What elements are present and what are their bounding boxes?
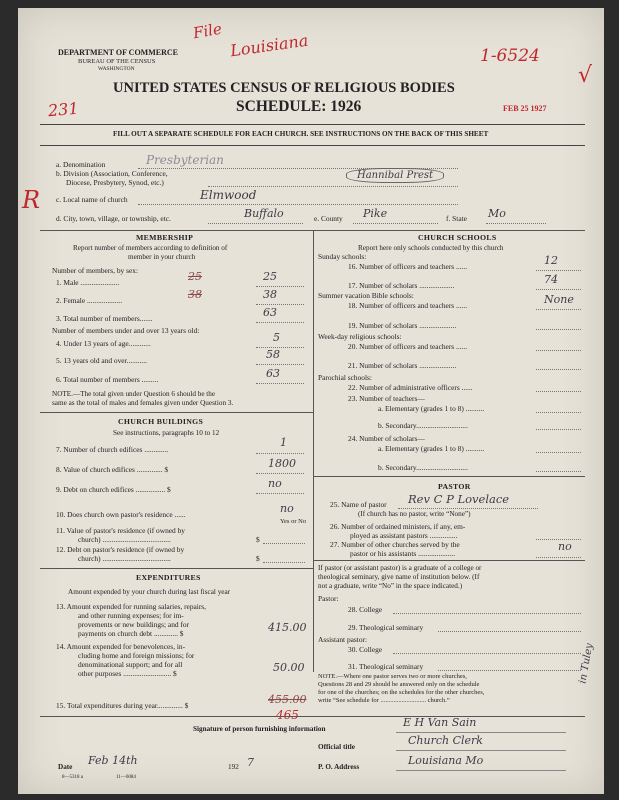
- scholars-elementary-label: a. Elementary (grades 1 to 8) ..........: [378, 444, 485, 453]
- total-expense-struck: 455.00: [268, 693, 307, 706]
- year-suffix: 7: [247, 756, 254, 769]
- college-label: 28. College: [348, 605, 383, 614]
- city-value: Buffalo: [244, 207, 284, 220]
- pastor-name-label: 25. Name of pastor: [330, 500, 387, 509]
- denomination-label: a. Denomination: [56, 160, 106, 169]
- male-label: 1. Male .....................: [56, 278, 120, 287]
- weekday-schools-label: Week-day religious schools:: [318, 332, 402, 341]
- weekday-officers-label: 20. Number of officers and teachers ......: [348, 342, 468, 351]
- residence-debt-label: 12. Debt on pastor's residence (if owned by: [56, 545, 185, 554]
- date-value: Feb 14th: [88, 754, 138, 767]
- expenditures-title: EXPENDITURES: [136, 573, 201, 582]
- teachers-secondary-label: b. Secondary............................: [378, 421, 468, 430]
- female-value: 38: [263, 288, 277, 301]
- official-title-value: Church Clerk: [408, 734, 483, 747]
- pastor-title: PASTOR: [438, 482, 471, 491]
- signature-label: Signature of person furnishing information: [193, 725, 326, 733]
- residence-dollar: $: [256, 535, 260, 544]
- edifices-label: 7. Number of church edifices .............: [56, 445, 169, 454]
- r-annotation: R: [22, 186, 41, 214]
- total-members-label: 6. Total number of members .........: [56, 375, 159, 384]
- membership-title: MEMBERSHIP: [136, 233, 194, 242]
- teachers-label: 23. Number of teachers—: [348, 394, 425, 403]
- city-label: d. City, town, village, or township, etc.: [56, 214, 171, 223]
- state-value: Mo: [488, 207, 506, 220]
- vacation-officers-value: None: [544, 293, 574, 306]
- other-churches-label: 27. Number of other churches served by the: [330, 540, 460, 549]
- state-annotation: Louisiana: [229, 30, 310, 61]
- debt-dollar: $: [256, 554, 260, 563]
- vacation-officers-label: 18. Number of officers and teachers ......: [348, 301, 468, 310]
- schedule-title: SCHEDULE: 1926: [236, 98, 362, 115]
- scholars-secondary-label: b. Secondary............................: [378, 463, 468, 472]
- vacation-scholars-label: 19. Number of scholars ....................: [348, 321, 457, 330]
- pastor-note-2: Questions 28 and 29 should be answered only on the schedule: [318, 681, 480, 688]
- expense-13-line-2: and other running expenses; for im-: [78, 611, 184, 620]
- pastor-name-value: Rev C P Lovelace: [408, 492, 510, 506]
- over-13-label: 5. 13 years old and over...........: [56, 356, 147, 365]
- scholars-label: 24. Number of scholars—: [348, 434, 425, 443]
- ordained-label-2: ployed as assistant pastors ...............: [350, 531, 458, 540]
- yes-no-hint: Yes or No: [280, 518, 307, 525]
- form-title: UNITED STATES CENSUS OF RELIGIOUS BODIES: [113, 80, 455, 96]
- expense-13-line-3: provements or new buildings; and for: [78, 620, 190, 629]
- owns-residence-value: no: [280, 502, 294, 515]
- expense-14-value: 50.00: [273, 661, 305, 674]
- graduate-note-1: If pastor (or assistant pastor) is a graduate of a college or: [318, 564, 482, 572]
- membership-note-2: same as the total of males and females given under Question 3.: [52, 399, 234, 407]
- over-13-value: 58: [266, 348, 280, 361]
- residence-debt-label-2: church) .....................................: [78, 554, 171, 563]
- total-members-value: 63: [266, 367, 280, 380]
- church-name-value: Elmwood: [200, 188, 257, 202]
- file-annotation: File: [191, 19, 224, 43]
- department-name: DEPARTMENT OF COMMERCE: [58, 48, 179, 57]
- buildings-instruction: See instructions, paragraphs 10 to 12: [113, 429, 220, 437]
- under-13-label: 4. Under 13 years of age............: [56, 339, 151, 348]
- weekday-scholars-label: 21. Number of scholars ....................: [348, 361, 457, 370]
- year-prefix: 192: [228, 763, 239, 771]
- pastor-note-3: for one of the churches; on the schedules for the other churches,: [318, 689, 485, 696]
- census-form: [18, 8, 604, 794]
- number-annotation: 231: [47, 98, 80, 121]
- expense-13-line-4: payments on church debt ............. $: [78, 629, 184, 638]
- female-struck: 38: [188, 288, 202, 301]
- edifice-debt-label: 9. Debt on church edifices ................ $: [56, 485, 171, 494]
- expense-14-line-2: cluding home and foreign missions; for: [78, 651, 195, 660]
- location: WASHINGTON: [98, 66, 135, 72]
- pastor-note-1: NOTE.—Where one pastor serves two or more churches,: [318, 673, 467, 680]
- pastor-name-hint: (If church has no pastor, write “None”): [358, 510, 471, 518]
- expense-13-line-1: 13. Amount expended for running salaries, repairs,: [56, 602, 207, 611]
- ordained-label: 26. Number of ordained ministers, if any, em-: [330, 522, 466, 531]
- members-age-label: Number of members under and over 13 years old:: [52, 326, 200, 335]
- pastor-note-4: write “See schedule for ............................ church.”: [318, 697, 450, 704]
- residence-value-label-2: church) .....................................: [78, 535, 171, 544]
- schools-intro: Report here only schools conducted by this church: [358, 244, 504, 252]
- form-code: 8—5318 a: [62, 775, 83, 780]
- members-by-sex-label: Number of members, by sex:: [52, 266, 138, 275]
- pastor-sub-label: Pastor:: [318, 594, 339, 603]
- owns-residence-label: 10. Does church own pastor's residence ......: [56, 510, 186, 519]
- denomination-value: Presbyterian: [146, 153, 224, 167]
- print-code: 11—6084: [116, 775, 136, 780]
- schools-title: CHURCH SCHOOLS: [418, 233, 497, 242]
- total-expense-correction: 465: [276, 708, 299, 722]
- state-label: f. State: [446, 214, 467, 223]
- sunday-scholars-label: 17. Number of scholars ...................: [348, 281, 455, 290]
- edifice-debt-value: no: [268, 477, 282, 490]
- expense-14-line-4: other purposes .......................... $: [78, 669, 177, 678]
- division-value: Hannibal Prest: [346, 168, 444, 183]
- buildings-title: CHURCH BUILDINGS: [118, 417, 204, 426]
- graduate-note-2: theological seminary, give name of institution below. (If: [318, 573, 480, 581]
- assistant-college-label: 30. College: [348, 645, 383, 654]
- under-13-value: 5: [273, 331, 280, 344]
- sunday-officers-label: 16. Number of officers and teachers ......: [348, 262, 468, 271]
- expenditures-intro: Amount expended by your church during last fiscal year: [68, 588, 231, 596]
- sunday-schools-label: Sunday schools:: [318, 252, 367, 261]
- assistant-seminary-label: 31. Theological seminary: [348, 662, 424, 671]
- check-mark: √: [578, 63, 593, 88]
- membership-intro-2: member in your church: [128, 253, 196, 261]
- expense-14-line-3: denominational support; and for all: [78, 660, 183, 669]
- parochial-officers-label: 22. Number of administrative officers ......: [348, 383, 473, 392]
- sunday-officers-value: 12: [544, 254, 558, 267]
- date-label: Date: [58, 763, 73, 771]
- teachers-elementary-label: a. Elementary (grades 1 to 8) ..........: [378, 404, 485, 413]
- division-label-2: Diocese, Presbytery, Synod, etc.): [66, 178, 164, 187]
- total-expense-label: 15. Total expenditures during year.............. $: [56, 701, 189, 710]
- bureau-name: BUREAU OF THE CENSUS: [78, 58, 156, 65]
- expense-14-line-1: 14. Amount expended for benevolences, in-: [56, 642, 186, 651]
- expense-13-value: 415.00: [268, 621, 307, 634]
- received-stamp: FEB 25 1927: [503, 104, 547, 113]
- other-churches-value: no: [558, 540, 572, 553]
- address-value: Louisiana Mo: [408, 754, 484, 767]
- graduate-note-3: not a graduate, write “No” in the space indicated.): [318, 582, 463, 590]
- other-churches-label-2: pastor or his assistants ....................: [350, 549, 456, 558]
- vacation-schools-label: Summer vacation Bible schools:: [318, 291, 414, 300]
- edifice-value-value: 1800: [268, 457, 296, 470]
- male-value: 25: [263, 270, 277, 283]
- seminary-label: 29. Theological seminary: [348, 623, 424, 632]
- county-label: e. County: [314, 214, 343, 223]
- signature-value: E H Van Sain: [403, 716, 477, 729]
- parochial-schools-label: Parochial schools:: [318, 373, 372, 382]
- official-title-label: Official title: [318, 743, 355, 751]
- residence-value-label: 11. Value of pastor's residence (if owned by: [56, 526, 185, 535]
- division-label: b. Division (Association, Conference,: [56, 169, 168, 178]
- county-value: Pike: [363, 207, 388, 220]
- total-value: 63: [263, 306, 277, 319]
- female-label: 2. Female ...................: [56, 296, 123, 305]
- membership-note-1: NOTE.—The total given under Question 6 should be the: [52, 390, 216, 398]
- address-label: P. O. Address: [318, 763, 360, 771]
- assistant-pastor-label: Assistant pastor:: [318, 635, 368, 644]
- instruction-banner: FILL OUT A SEPARATE SCHEDULE FOR EACH CHURCH. SEE INSTRUCTIONS ON THE BACK OF THIS SHEET: [113, 130, 489, 138]
- code-annotation: 1-6524: [480, 46, 540, 66]
- side-annotation: in Tuley: [577, 642, 596, 685]
- membership-intro-1: Report number of members according to definition of: [73, 244, 228, 252]
- sunday-scholars-value: 74: [544, 273, 558, 286]
- edifice-value-label: 8. Value of church edifices .............. $: [56, 465, 169, 474]
- church-name-label: c. Local name of church: [56, 195, 128, 204]
- total-label: 3. Total number of members.......: [56, 314, 153, 323]
- male-struck: 25: [188, 270, 202, 283]
- edifices-value: 1: [280, 436, 287, 449]
